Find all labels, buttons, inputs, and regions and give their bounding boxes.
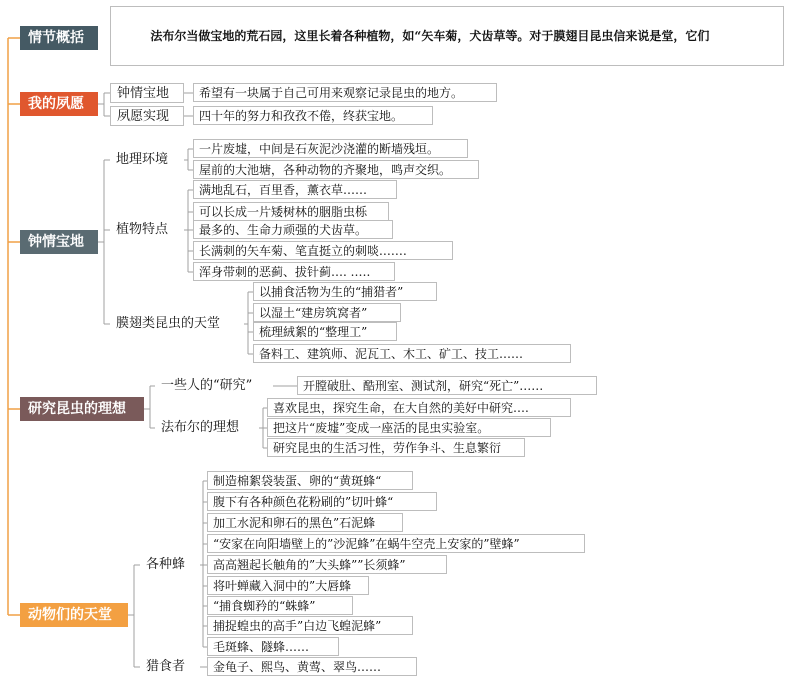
plot-summary-text <box>110 6 784 66</box>
leaf-others-research: 开膛破肚、酷刑室、测试剂，研究“死亡”…… <box>297 376 597 395</box>
leaf-bee: 毛斑蜂、隧蜂…… <box>207 637 339 656</box>
leaf-wish-fulfilled-text: 四十年的努力和孜孜不倦，终获宝地。 <box>193 106 433 125</box>
plot-summary-line: 法布尔当做宝地的荒石园，这里长着各种植物，如“矢车菊，犬齿草等。对于膜翅目昆虫信来说是堂，它们 <box>117 28 710 43</box>
leaf-bee: 腹下有各种颜色花粉刷的”切叶蜂“ <box>207 492 437 511</box>
branch-beloved-land: 钟情宝地 <box>20 230 98 254</box>
leaf-insect: 以湿土“建房筑窝者” <box>253 303 401 322</box>
leaf-bee: 高高翘起长触角的”大头蜂””长须蜂” <box>207 555 447 574</box>
node-wish-fulfilled: 夙愿实现 <box>110 106 184 126</box>
leaf-plant: 长满刺的矢车菊、笔直挺立的刺啖.…… <box>193 241 453 260</box>
leaf-bee: 将叶蝉藏入洞中的”大唇蜂 <box>207 576 369 595</box>
leaf-fabre-ideal: 研究昆虫的生活习性，劳作争斗、生息繁衍 <box>267 438 525 457</box>
node-hymenoptera-heaven: 膜翅类昆虫的天堂 <box>110 314 244 334</box>
leaf-fabre-ideal: 喜欢昆虫，探究生命，在大自然的美好中研究…. <box>267 398 571 417</box>
leaf-fabre-ideal: 把这片“废墟”变成一座活的昆虫实验室。 <box>267 418 551 437</box>
leaf-bee: 加工水泥和卵石的黑色”石泥蜂 <box>207 513 403 532</box>
node-bees: 各种蜂 <box>140 555 200 575</box>
node-predators: 猎食者 <box>140 657 200 677</box>
leaf-bee: “捕食蜘矜的“蛛蜂” <box>207 596 353 615</box>
leaf-insect: 备料工、建筑师、泥瓦工、木工、矿工、技工…… <box>253 344 571 363</box>
leaf-bee: “安家在向阳墙壁上的”沙泥蜂”在蜗牛空壳上安家的”壁蜂” <box>207 534 585 553</box>
leaf-insect: 以捕食活物为生的“捕猎者” <box>253 282 437 301</box>
node-beloved-land: 钟情宝地 <box>110 83 184 103</box>
branch-research-ideal: 研究昆虫的理想 <box>20 397 144 421</box>
leaf-bee: 捕捉蝗虫的高手”白边飞蝗泥蜂” <box>207 616 413 635</box>
node-plants: 植物特点 <box>110 220 184 240</box>
leaf-wish-text: 希望有一块属于自己可用来观察记录昆虫的地方。 <box>193 83 497 102</box>
node-geography: 地理环境 <box>110 150 184 170</box>
leaf-plant: 满地乱石，百里香，薰衣草…… <box>193 180 397 199</box>
node-fabre-ideal: 法布尔的理想 <box>155 418 259 438</box>
leaf-geography: 屋前的大池塘，各种动物的齐聚地，鸣声交织。 <box>193 160 479 179</box>
leaf-plant: 最多的、生命力顽强的犬齿草。 <box>193 220 393 239</box>
branch-my-wish: 我的夙愿 <box>20 92 98 116</box>
leaf-predator: 金龟子、熙鸟、黄莺、翠鸟…… <box>207 657 417 676</box>
branch-plot-summary: 情节概括 <box>20 26 98 50</box>
branch-animal-heaven: 动物们的天堂 <box>20 603 128 627</box>
leaf-insect: 梳理絨絮的“整理工” <box>253 322 397 341</box>
leaf-geography: 一片废墟，中间是石灰泥沙浇灌的断墙残垣。 <box>193 139 468 158</box>
plot-summary-line <box>117 64 783 67</box>
leaf-plant: 浑身带刺的恶蓟、拔针蓟…. .…. <box>193 262 395 281</box>
leaf-plant: 可以长成一片矮树林的胭脂虫栎 <box>193 202 389 221</box>
leaf-bee: 制造棉絮袋装蛋、卵的“黄斑蜂“ <box>207 471 413 490</box>
node-others-research: 一些人的“研究” <box>155 376 273 396</box>
